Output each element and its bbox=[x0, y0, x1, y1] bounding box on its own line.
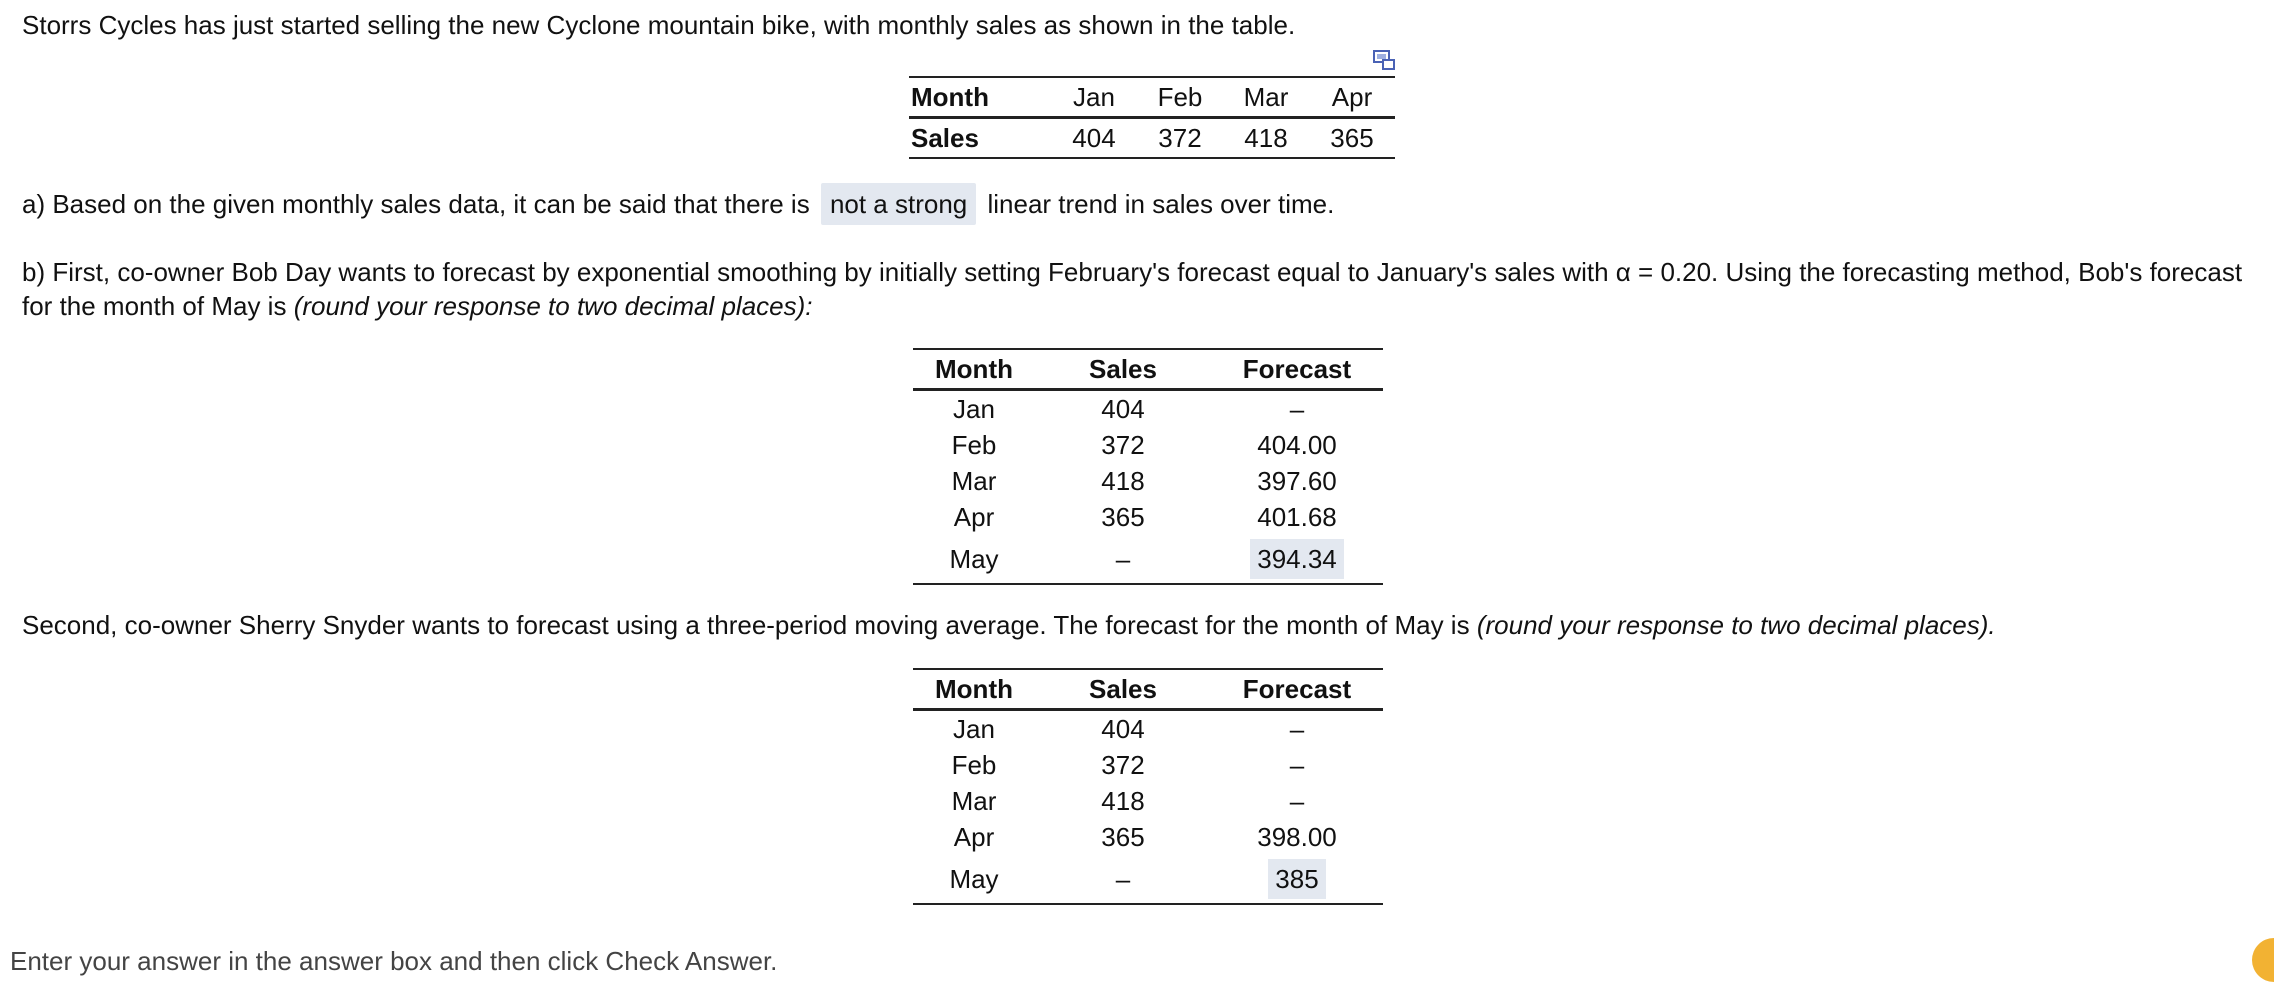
sales-cell: 365 bbox=[1101, 501, 1145, 532]
part-c-question bbox=[22, 608, 1996, 642]
copy-to-clipboard-icon[interactable] bbox=[1372, 48, 1396, 72]
table-row bbox=[909, 77, 1395, 118]
part-b-note: (round your response to two decimal places): bbox=[293, 291, 813, 321]
table-header-row bbox=[913, 669, 1383, 710]
month-cell: Feb bbox=[951, 429, 997, 460]
month-cell: Feb bbox=[1137, 77, 1223, 118]
forecast-answer-cell bbox=[1211, 855, 1383, 904]
column-header: Forecast bbox=[1211, 349, 1383, 390]
monthly-sales-table bbox=[909, 76, 1395, 159]
table-row bbox=[913, 819, 1383, 855]
table-row bbox=[913, 747, 1383, 783]
part-c-text: Second, co-owner Sherry Snyder wants to forecast using a three-period moving average. The forecast for the month of May is bbox=[22, 610, 1470, 640]
month-cell: Apr bbox=[953, 821, 995, 852]
forecast-cell: 398.00 bbox=[1257, 821, 1337, 852]
forecast-cell: – bbox=[1289, 785, 1305, 816]
month-cell: Apr bbox=[1309, 77, 1395, 118]
part-b-question bbox=[22, 255, 2262, 323]
exponential-smoothing-table bbox=[913, 348, 1383, 585]
sales-cell: – bbox=[1035, 535, 1211, 584]
column-header: Month bbox=[913, 669, 1035, 710]
month-cell: Mar bbox=[951, 465, 997, 496]
part-a-text-after: linear trend in sales over time. bbox=[987, 189, 1335, 219]
sales-cell: 372 bbox=[1101, 429, 1145, 460]
column-header: Sales bbox=[1035, 669, 1211, 710]
part-c-note: (round your response to two decimal places). bbox=[1476, 610, 1996, 640]
table-row bbox=[913, 427, 1383, 463]
sales-header: Sales bbox=[909, 118, 1051, 159]
footer-instruction: Enter your answer in the answer box and then click Check Answer. bbox=[10, 946, 778, 976]
sales-cell: 418 bbox=[1223, 118, 1309, 159]
table-row bbox=[913, 855, 1383, 904]
forecast-cell: – bbox=[1289, 749, 1305, 780]
month-cell: Jan bbox=[953, 713, 995, 744]
part-a-question bbox=[22, 183, 1334, 225]
forecast-cell: 401.68 bbox=[1257, 501, 1337, 532]
column-header: Forecast bbox=[1211, 669, 1383, 710]
moving-average-table bbox=[913, 668, 1383, 905]
table-row bbox=[913, 463, 1383, 499]
table-row bbox=[913, 499, 1383, 535]
sales-cell: 404 bbox=[1101, 713, 1145, 744]
month-cell: Jan bbox=[1051, 77, 1137, 118]
table-row bbox=[913, 783, 1383, 819]
month-cell: Mar bbox=[951, 785, 997, 816]
sales-cell: 372 bbox=[1101, 749, 1145, 780]
month-cell: Apr bbox=[953, 501, 995, 532]
column-header: Sales bbox=[1035, 349, 1211, 390]
sales-cell: 418 bbox=[1101, 465, 1145, 496]
sales-cell: – bbox=[1035, 855, 1211, 904]
table-row bbox=[909, 118, 1395, 159]
column-header: Month bbox=[913, 349, 1035, 390]
month-cell: Jan bbox=[953, 393, 995, 424]
part-a-text: a) Based on the given monthly sales data, it can be said that there is bbox=[22, 189, 810, 219]
table-row bbox=[913, 535, 1383, 584]
forecast-answer-cell bbox=[1211, 535, 1383, 584]
forecast-cell: 397.60 bbox=[1257, 465, 1337, 496]
may-forecast-answer-field[interactable]: 385 bbox=[1268, 859, 1325, 899]
sales-cell: 372 bbox=[1137, 118, 1223, 159]
month-header: Month bbox=[909, 77, 1051, 118]
sales-cell: 365 bbox=[1101, 821, 1145, 852]
intro-text: Storrs Cycles has just started selling the new Cyclone mountain bike, with monthly sales as shown in the table. bbox=[22, 10, 1296, 40]
forecast-cell: – bbox=[1289, 393, 1305, 424]
sales-cell: 404 bbox=[1051, 118, 1137, 159]
part-a-answer-field[interactable]: not a strong bbox=[821, 183, 976, 225]
sales-cell: 418 bbox=[1101, 785, 1145, 816]
table-header-row bbox=[913, 349, 1383, 390]
month-cell: Mar bbox=[1223, 77, 1309, 118]
forecast-cell: – bbox=[1289, 713, 1305, 744]
help-icon[interactable] bbox=[2252, 938, 2274, 982]
table-row bbox=[913, 710, 1383, 748]
sales-cell: 404 bbox=[1101, 393, 1145, 424]
table-row bbox=[913, 390, 1383, 428]
forecast-cell: 404.00 bbox=[1257, 429, 1337, 460]
month-cell: May bbox=[913, 535, 1035, 584]
may-forecast-answer-field[interactable]: 394.34 bbox=[1250, 539, 1344, 579]
part-b-text: b) First, co-owner Bob Day wants to forecast by exponential smoothing by initially setting February's forecast equal to January's sales with α = 0.20. Using the forecasting method, Bob's forecast for the month of May is bbox=[22, 257, 2243, 321]
month-cell: Feb bbox=[951, 749, 997, 780]
month-cell: May bbox=[913, 855, 1035, 904]
sales-cell: 365 bbox=[1309, 118, 1395, 159]
